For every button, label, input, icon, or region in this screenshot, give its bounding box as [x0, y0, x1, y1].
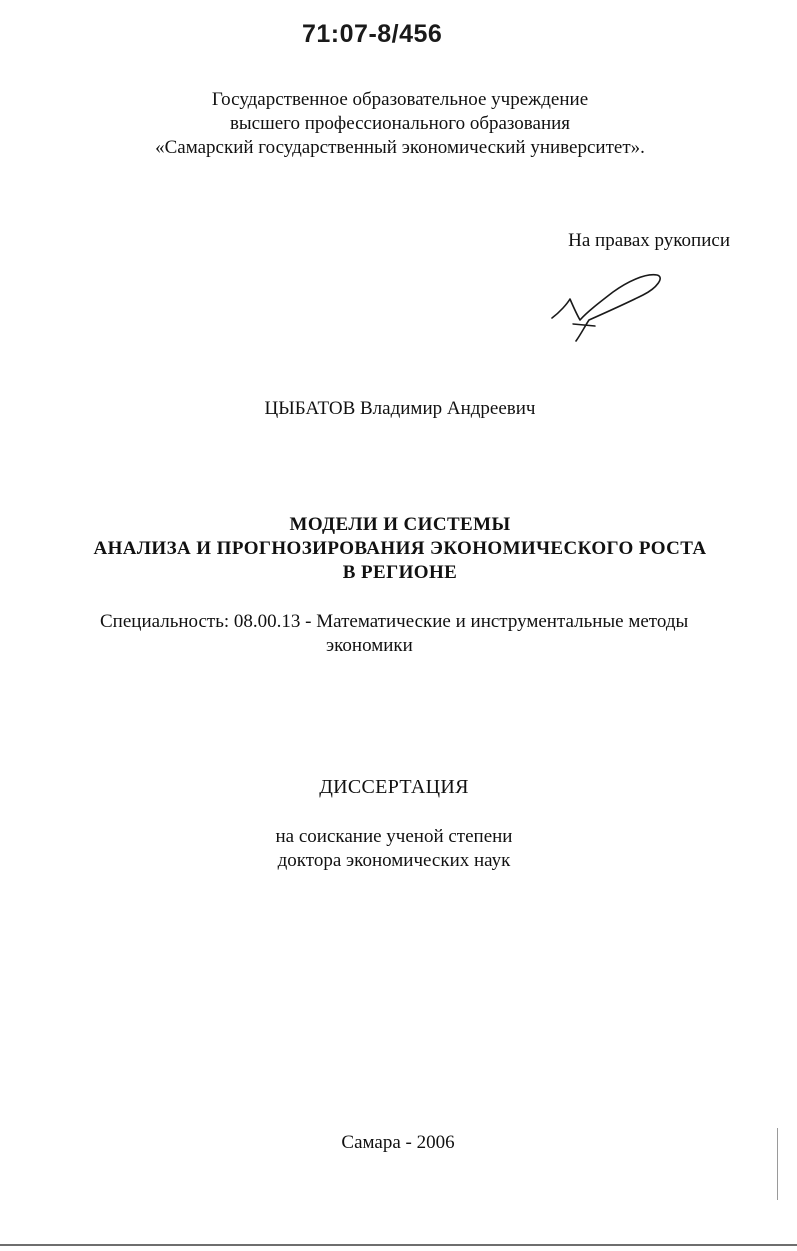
city-year: Самара - 2006 [341, 1132, 455, 1153]
manuscript-rights-note: На правах рукописи [568, 230, 730, 251]
scan-edge-line [0, 1244, 797, 1246]
scan-edge-line [777, 1128, 778, 1200]
speciality-line-continuation: экономики [326, 635, 413, 656]
title-line: МОДЕЛИ И СИСТЕМЫ [289, 514, 511, 535]
title-line: В РЕГИОНЕ [342, 562, 458, 583]
handwritten-signature [545, 268, 670, 348]
author-name: ЦЫБАТОВ Владимир Андреевич [264, 398, 536, 419]
institution-line: Государственное образовательное учреждение [211, 89, 589, 110]
institution-line: «Самарский государственный экономический университет». [155, 137, 645, 158]
degree-line: на соискание ученой степени [275, 826, 513, 847]
degree-line: доктора экономических наук [277, 850, 511, 871]
dissertation-title [60, 513, 740, 585]
institution-block [100, 88, 700, 160]
degree-block [100, 825, 688, 873]
archive-stamp-code: 71:07-8/456 [302, 20, 443, 48]
institution-line: высшего профессионального образования [229, 113, 571, 134]
title-line: АНАЛИЗА И ПРОГНОЗИРОВАНИЯ ЭКОНОМИЧЕСКОГО РОСТА [93, 538, 707, 559]
speciality-block [100, 610, 720, 658]
document-type: ДИССЕРТАЦИЯ [319, 776, 469, 798]
speciality-line: Специальность: 08.00.13 - Математические и инструментальные методы [100, 611, 689, 632]
